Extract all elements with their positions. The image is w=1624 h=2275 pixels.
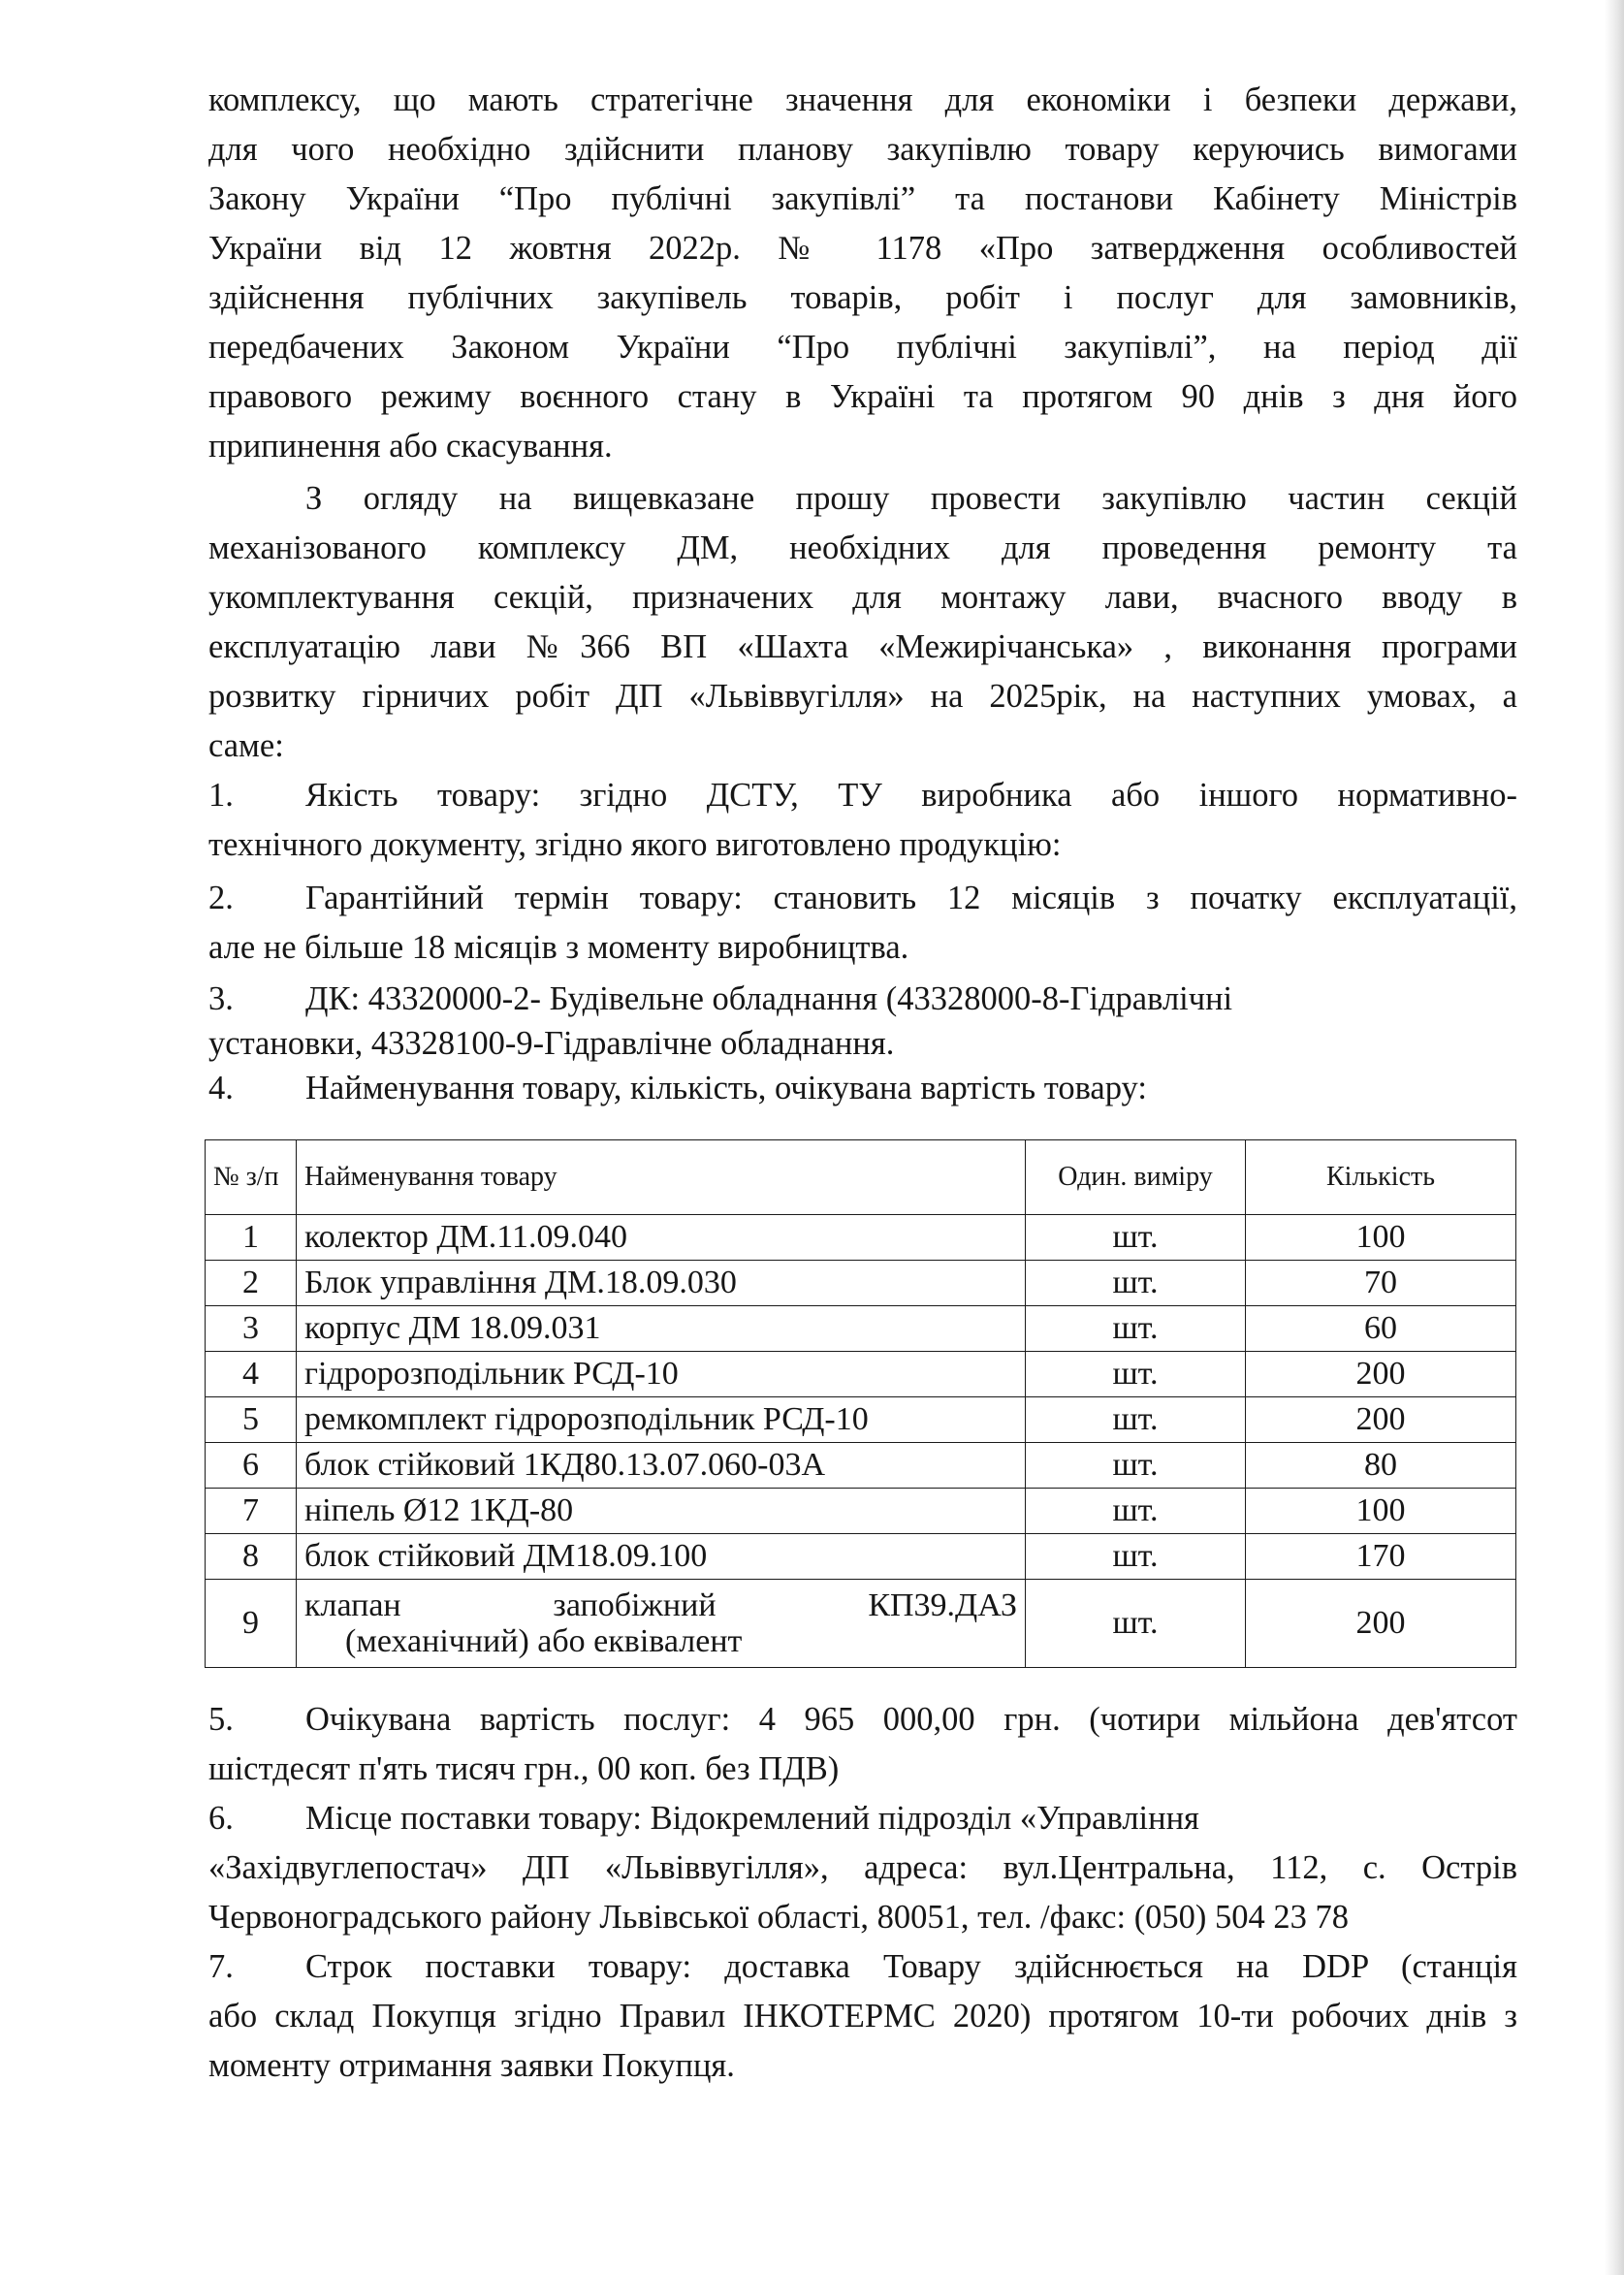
item-text: Найменування товару, кількість, очікувана вартість товару:	[305, 1070, 1147, 1106]
row-name: колектор ДМ.11.09.040	[297, 1215, 1026, 1261]
row-quantity: 200	[1246, 1397, 1516, 1443]
header-name: Найменування товару	[297, 1140, 1026, 1215]
row-unit: шт.	[1026, 1261, 1246, 1306]
row-quantity: 200	[1246, 1580, 1516, 1668]
row-quantity: 100	[1246, 1489, 1516, 1534]
row-name: корпус ДМ 18.09.031	[297, 1306, 1026, 1352]
item-text: Місце поставки товару: Відокремлений підрозділ «Управління	[305, 1800, 1199, 1837]
row-number: 4	[206, 1352, 297, 1397]
table-row	[206, 1443, 1516, 1489]
row-unit: шт.	[1026, 1443, 1246, 1489]
row-unit: шт.	[1026, 1397, 1246, 1443]
header-quantity: Кількість	[1246, 1140, 1516, 1215]
text-line: передбачених Законом України “Про публічні закупівлі”, на період дії	[208, 329, 1517, 366]
item-number: 3.	[208, 980, 234, 1017]
row-unit: шт.	[1026, 1306, 1246, 1352]
item-number: 6.	[208, 1800, 234, 1837]
row-quantity: 100	[1246, 1215, 1516, 1261]
item-text-continuation: але не більше 18 місяців з моменту виробництва.	[208, 929, 909, 966]
row-name: блок стійковий ДМ18.09.100	[297, 1534, 1026, 1580]
text-line: укомплектування секцій, призначених для монтажу лави, вчасного вводу в	[208, 579, 1517, 616]
row-quantity: 60	[1246, 1306, 1516, 1352]
table-row	[206, 1352, 1516, 1397]
item-text: Очікувана вартість послуг: 4 965 000,00 грн. (чотири мільйона дев'ятсот	[305, 1701, 1517, 1738]
goods-table	[205, 1139, 1516, 1668]
item-text-continuation: «Західвуглепостач» ДП «Львіввугілля», адреса: вул.Центральна, 112, с. Острів Червоноградського району Львівської області, 80051, тел. /факс: (050) 504 23 78	[208, 1849, 1517, 1936]
text-line: здійснення публічних закупівель товарів, робіт і послуг для замовників,	[208, 279, 1517, 316]
table-row	[206, 1261, 1516, 1306]
condition-item-1	[208, 771, 1517, 870]
request-paragraph	[208, 474, 1517, 771]
item-number: 4.	[208, 1070, 234, 1106]
item-number: 1.	[208, 777, 234, 814]
text-line: З огляду на вищевказане прошу провести закупівлю частин секцій	[305, 480, 1517, 517]
row-name-line-2: (механічний) або еквівалент	[345, 1623, 743, 1659]
row-number: 8	[206, 1534, 297, 1580]
row-name: Блок управління ДМ.18.09.030	[297, 1261, 1026, 1306]
header-unit: Один. виміру	[1026, 1140, 1246, 1215]
condition-item-6	[208, 1794, 1517, 1942]
item-number: 5.	[208, 1701, 234, 1738]
row-quantity: 170	[1246, 1534, 1516, 1580]
row-name-line-1: клапан запобіжний КП39.ДАЗ	[304, 1587, 1017, 1623]
table-row	[206, 1306, 1516, 1352]
row-name: ремкомплект гідророзподільник РСД-10	[297, 1397, 1026, 1443]
item-text-continuation: шістдесят п'ять тисяч грн., 00 коп. без ПДВ)	[208, 1750, 840, 1787]
text-line: припинення або скасування.	[208, 428, 613, 465]
row-unit: шт.	[1026, 1489, 1246, 1534]
table-row	[206, 1397, 1516, 1443]
item-text: ДК: 43320000-2- Будівельне обладнання (43328000-8-Гідравлічні	[305, 980, 1233, 1017]
item-text-continuation: або склад Покупця згідно Правил ІНКОТЕРМС 2020) протягом 10-ти робочих днів з моменту отримання заявки Покупця.	[208, 1998, 1517, 2084]
row-name: блок стійковий 1КД80.13.07.060-03А	[297, 1443, 1026, 1489]
condition-item-5	[208, 1695, 1517, 1794]
row-number: 3	[206, 1306, 297, 1352]
item-text-continuation: технічного документу, згідно якого виготовлено продукцію:	[208, 826, 1062, 863]
item-text: Якість товару: згідно ДСТУ, ТУ виробника або іншого нормативно-	[305, 777, 1517, 814]
text-line: для чого необхідно здійснити планову закупівлю товару керуючись вимогами	[208, 131, 1517, 168]
condition-item-2	[208, 874, 1517, 973]
row-number: 2	[206, 1261, 297, 1306]
intro-paragraph	[208, 76, 1517, 471]
row-number: 5	[206, 1397, 297, 1443]
row-unit: шт.	[1026, 1580, 1246, 1668]
text-line: України від 12 жовтня 2022р. № 1178 «Про затвердження особливостей	[208, 230, 1517, 267]
table-row	[206, 1534, 1516, 1580]
row-number: 6	[206, 1443, 297, 1489]
text-line: саме:	[208, 727, 284, 764]
text-line: Закону України “Про публічні закупівлі” та постанови Кабінету Міністрів	[208, 180, 1517, 217]
page-edge-shadow	[1605, 0, 1624, 2275]
row-name: ніпель Ø12 1КД-80	[297, 1489, 1026, 1534]
row-quantity: 70	[1246, 1261, 1516, 1306]
text-line: експлуатацію лави №366 ВП «Шахта «Межирічанська» , виконання програми	[208, 628, 1517, 665]
table-header-row	[206, 1140, 1516, 1215]
condition-item-7	[208, 1942, 1517, 2091]
row-unit: шт.	[1026, 1534, 1246, 1580]
text-line: комплексу, що мають стратегічне значення для економіки і безпеки держави,	[208, 81, 1517, 118]
row-unit: шт.	[1026, 1352, 1246, 1397]
item-number: 7.	[208, 1948, 234, 1985]
item-text: Строк поставки товару: доставка Товару здійснюється на DDP (станція	[305, 1948, 1517, 1985]
text-line: правового режиму воєнного стану в Україні та протягом 90 днів з дня його	[208, 378, 1517, 415]
text-line: розвитку гірничих робіт ДП «Львіввугілля» на 2025рік, на наступних умовах, а	[208, 678, 1517, 715]
row-quantity: 200	[1246, 1352, 1516, 1397]
row-unit: шт.	[1026, 1215, 1246, 1261]
item-text-continuation: установки, 43328100-9-Гідравлічне обладнання.	[208, 1025, 895, 1062]
condition-item-3	[208, 977, 1517, 1066]
header-number: № з/п	[206, 1140, 297, 1215]
row-name	[297, 1580, 1026, 1668]
item-text: Гарантійний термін товару: становить 12 місяців з початку експлуатації,	[305, 880, 1517, 916]
text-line: механізованого комплексу ДМ, необхідних для проведення ремонту та	[208, 529, 1517, 566]
row-number: 7	[206, 1489, 297, 1534]
condition-item-4	[208, 1066, 1517, 1110]
item-number: 2.	[208, 880, 234, 916]
row-name: гідророзподільник РСД-10	[297, 1352, 1026, 1397]
table-row	[206, 1580, 1516, 1668]
table-row	[206, 1215, 1516, 1261]
row-quantity: 80	[1246, 1443, 1516, 1489]
table-row	[206, 1489, 1516, 1534]
row-number: 1	[206, 1215, 297, 1261]
row-number: 9	[206, 1580, 297, 1668]
document-page	[208, 76, 1517, 2091]
